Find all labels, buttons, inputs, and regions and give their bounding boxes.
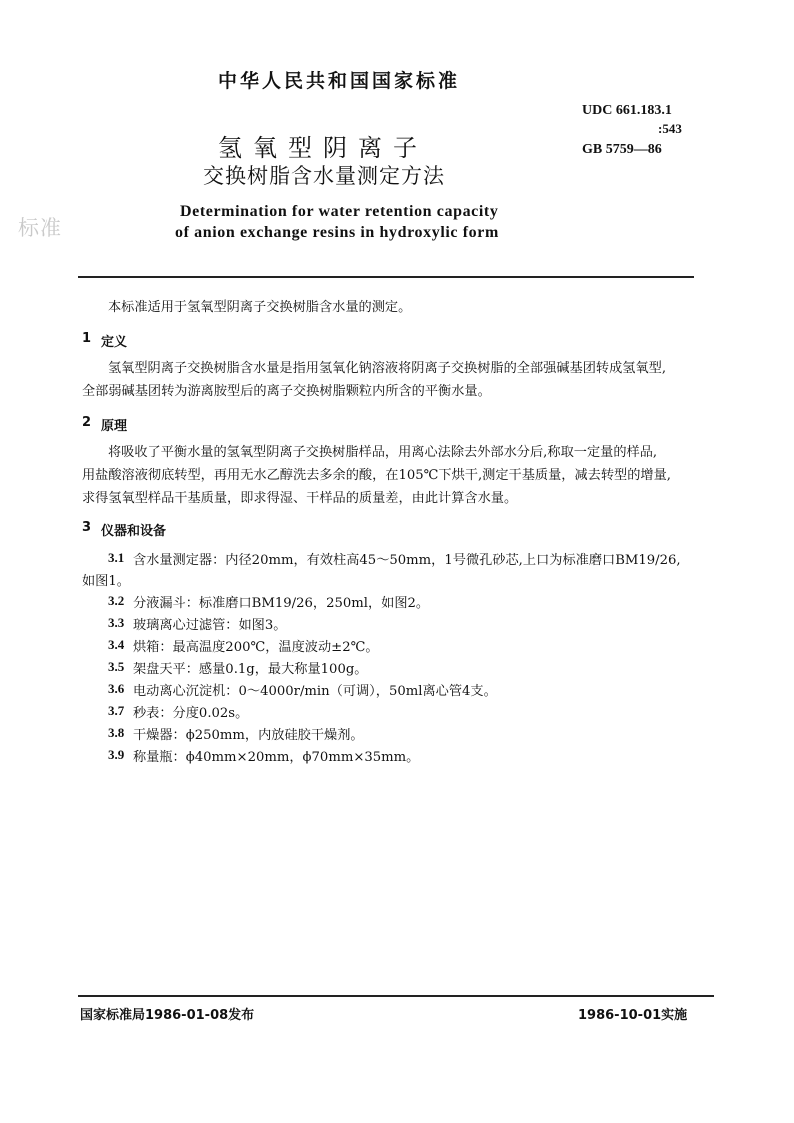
gb-code: GB 5759—86 (582, 142, 662, 157)
footer-divider (78, 995, 714, 997)
intro-text: 本标准适用于氢氧型阴离子交换树脂含水量的测定。 (108, 300, 412, 315)
section-3-title: 仪器和设备 (101, 524, 167, 539)
item-continuation: 如图1。 (82, 574, 130, 589)
section-1-number: 1 (82, 331, 92, 346)
item-number: 3.1 (108, 550, 125, 565)
item-text: 玻璃离心过滤管：如图3。 (133, 618, 287, 633)
item-text: 电动离心沉淀机：0～4000r/min（可调），50ml离心管4支。 (133, 684, 497, 699)
title-en-line1: Determination for water retention capacity (180, 203, 499, 220)
udc-code: UDC 661.183.1 (582, 103, 672, 118)
title-cn-line2: 交换树脂含水量测定方法 (203, 164, 445, 188)
title-en-line2: of anion exchange resins in hydroxylic form (175, 224, 499, 241)
item-number: 3.8 (108, 725, 125, 740)
item-text: 秒表：分度0.02s。 (133, 706, 249, 721)
effective-date: 1986-10-01实施 (578, 1008, 688, 1023)
item-number: 3.7 (108, 703, 125, 718)
item-number: 3.6 (108, 681, 125, 696)
section-1-line2: 全部弱碱基团转为游离胺型后的离子交换树脂颗粒内所含的平衡水量。 (82, 384, 491, 399)
section-2-title: 原理 (101, 419, 128, 434)
header-divider (78, 276, 694, 278)
section-2-line2: 用盐酸溶液彻底转型，再用无水乙醇洗去多余的酸，在105℃下烘干,测定干基质量，减去转型的增量, (82, 468, 671, 483)
udc-code-suffix: :543 (658, 121, 682, 136)
item-text: 含水量测定器：内径20mm，有效柱高45～50mm，1号微孔砂芯,上口为标准磨口BM19/26, (133, 553, 681, 568)
item-number: 3.9 (108, 747, 125, 762)
item-text: 称量瓶：ϕ40mm×20mm，ϕ70mm×35mm。 (133, 750, 420, 765)
item-text: 烘箱：最高温度200℃，温度波动±2℃。 (133, 640, 379, 655)
section-2-line3: 求得氢氧型样品干基质量，即求得湿、干样品的质量差，由此计算含水量。 (82, 491, 518, 506)
item-text: 干燥器：ϕ250mm，内放硅胶干燥剂。 (133, 728, 364, 743)
item-number: 3.5 (108, 659, 125, 674)
section-1-line1: 氢氧型阴离子交换树脂含水量是指用氢氧化钠溶液将阴离子交换树脂的全部强碱基团转成氢氧型, (108, 361, 667, 376)
section-2-number: 2 (82, 415, 92, 430)
standard-stamp: 标准 (18, 216, 62, 240)
item-number: 3.2 (108, 593, 125, 608)
issue-date: 国家标准局1986-01-08发布 (80, 1008, 255, 1023)
item-text: 分液漏斗：标准磨口BM19/26，250ml，如图2。 (133, 596, 430, 611)
title-cn-line1: 氢氧型阴离子 (218, 134, 428, 162)
section-1-title: 定义 (101, 335, 128, 350)
country-standard-heading: 中华人民共和国国家标准 (218, 70, 461, 92)
item-number: 3.3 (108, 615, 125, 630)
item-text: 架盘天平：感量0.1g，最大称量100g。 (133, 662, 368, 677)
section-2-line1: 将吸收了平衡水量的氢氧型阴离子交换树脂样品，用离心法除去外部水分后,称取一定量的样品, (108, 445, 658, 460)
item-number: 3.4 (108, 637, 125, 652)
section-3-number: 3 (82, 520, 92, 535)
